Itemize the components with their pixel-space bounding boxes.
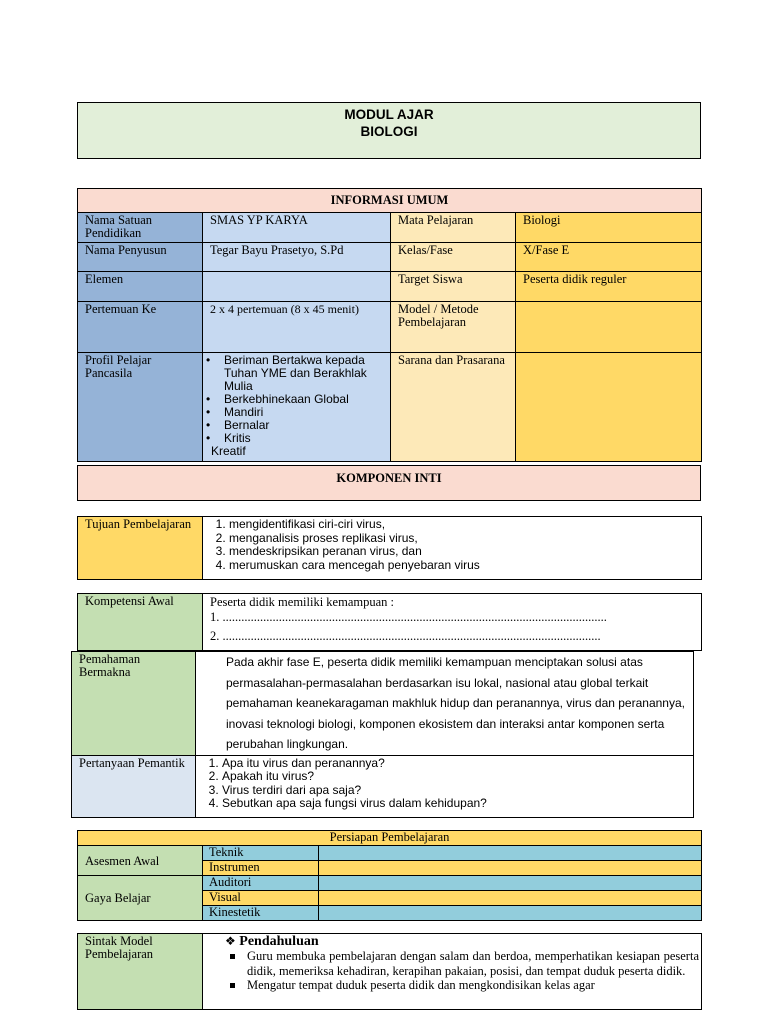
profil-item: • Berkebhinekaan Global <box>224 393 383 406</box>
label-gaya-belajar: Gaya Belajar <box>78 876 203 921</box>
label-tujuan: Tujuan Pembelajaran <box>78 517 203 580</box>
tujuan-list <box>207 518 694 572</box>
square-bullet-icon <box>230 954 235 959</box>
kompetensi-line-2: 2. ......................................................................................................................... <box>210 629 601 643</box>
tujuan-item: 4. merumuskan cara mencegah penyebaran virus <box>229 559 694 573</box>
profil-item: • Mandiri <box>224 406 383 419</box>
value-penyusun: Tegar Bayu Prasetyo, S.Pd <box>203 243 391 272</box>
title-line-2: BIOLOGI <box>360 124 418 139</box>
label-sarana: Sarana dan Prasarana <box>391 353 516 462</box>
profil-item: • Bernalar <box>224 419 383 432</box>
label-pemahaman: Pemahaman Bermakna <box>72 652 196 756</box>
label-elemen: Elemen <box>78 272 203 302</box>
sintak-item-text: Guru membuka pembelajaran dengan salam dan berdoa, memperhatikan kesiapan peserta didik, memeriksa kehadiran, kerapihan pakaian, posisi, dan tempat duduk peserta didik. <box>247 949 699 978</box>
pertanyaan-item: 4. Sebutkan apa saja fungsi virus dalam kehidupan? <box>222 797 686 811</box>
tujuan-content <box>203 517 702 580</box>
value-mapel: Biologi <box>516 213 702 243</box>
label-mapel: Mata Pelajaran <box>391 213 516 243</box>
label-profil: Profil Pelajar Pancasila <box>78 353 203 462</box>
label-asesmen: Asesmen Awal <box>78 846 203 876</box>
asesmen-instrumen: Instrumen <box>203 861 319 876</box>
profil-item: • Kritis <box>224 432 383 445</box>
persiapan-heading: Persiapan Pembelajaran <box>78 831 702 846</box>
persiapan-table <box>77 830 702 921</box>
label-penyusun: Nama Penyusun <box>78 243 203 272</box>
gaya-auditori: Auditori <box>203 876 319 891</box>
sintak-item <box>225 949 699 978</box>
gaya-visual: Visual <box>203 891 319 906</box>
value-pertemuan: 2 x 4 pertemuan (8 x 45 menit) <box>203 302 391 353</box>
asesmen-teknik-value <box>319 846 702 861</box>
value-satuan: SMAS YP KARYA <box>203 213 391 243</box>
gaya-kinestetik-value <box>319 906 702 921</box>
label-pertanyaan: Pertanyaan Pemantik <box>72 755 196 817</box>
kompetensi-intro: Peserta didik memiliki kemampuan : <box>210 595 394 609</box>
label-satuan: Nama Satuan Pendidikan <box>78 213 203 243</box>
tujuan-item: 2. menganalisis proses replikasi virus, <box>229 532 694 546</box>
value-model <box>516 302 702 353</box>
label-pertemuan: Pertemuan Ke <box>78 302 203 353</box>
pertanyaan-item: 2. Apakah itu virus? <box>222 770 686 784</box>
informasi-umum-heading: INFORMASI UMUM <box>78 189 702 213</box>
value-elemen <box>203 272 391 302</box>
section-pendahuluan: Pendahuluan <box>239 934 319 949</box>
value-kelas: X/Fase E <box>516 243 702 272</box>
kompetensi-line-1: 1. ........................................................................................................................... <box>210 610 607 624</box>
sintak-table <box>77 933 702 1010</box>
asesmen-instrumen-value <box>319 861 702 876</box>
kompetensi-table <box>77 593 702 651</box>
asesmen-teknik: Teknik <box>203 846 319 861</box>
label-kompetensi: Kompetensi Awal <box>78 594 203 651</box>
sintak-content <box>203 934 702 1010</box>
komponen-inti-heading: KOMPONEN INTI <box>77 465 701 501</box>
square-bullet-icon <box>230 983 235 988</box>
sintak-section-title <box>225 934 699 949</box>
pemahaman-table <box>71 651 694 818</box>
profil-trailing: Kreatif <box>211 444 246 458</box>
sintak-item-text: Mengatur tempat duduk peserta didik dan mengkondisikan kelas agar <box>247 978 595 992</box>
kompetensi-content <box>203 594 702 651</box>
pertanyaan-item: 3. Virus terdiri dari apa saja? <box>222 784 686 798</box>
label-model: Model / Metode Pembelajaran <box>391 302 516 353</box>
sintak-item <box>225 978 699 993</box>
tujuan-item: 1. mengidentifikasi ciri-ciri virus, <box>229 518 694 532</box>
title-line-1: MODUL AJAR <box>344 107 434 122</box>
label-sintak: Sintak Model Pembelajaran <box>78 934 203 1010</box>
gaya-auditori-value <box>319 876 702 891</box>
profil-list <box>205 354 383 445</box>
label-kelas: Kelas/Fase <box>391 243 516 272</box>
informasi-umum-table <box>77 188 702 462</box>
gaya-visual-value <box>319 891 702 906</box>
label-target: Target Siswa <box>391 272 516 302</box>
pemahaman-text: Pada akhir fase E, peserta didik memiliki kemampuan menciptakan solusi atas permasalahan-permasalahan berdasarkan isu lokal, nasional atau global terkait pemahaman keanekaragaman makhluk hidup dan peranannya, virus dan peranannya, inovasi teknologi biologi, komponen ekosistem dan interaksi antar komponen serta perubahan lingkungan. <box>196 652 694 756</box>
gaya-kinestetik: Kinestetik <box>203 906 319 921</box>
diamond-bullet-icon: ❖ <box>225 934 236 948</box>
profil-item: • Beriman Bertakwa kepada Tuhan YME dan Berakhlak Mulia <box>224 354 383 393</box>
value-target: Peserta didik reguler <box>516 272 702 302</box>
title-box <box>77 102 701 159</box>
value-profil <box>203 353 391 462</box>
tujuan-item: 3. mendeskripsikan peranan virus, dan <box>229 545 694 559</box>
value-sarana <box>516 353 702 462</box>
tujuan-table <box>77 516 702 580</box>
pertanyaan-content <box>196 755 694 817</box>
pertanyaan-list <box>200 757 686 811</box>
pertanyaan-item: 1. Apa itu virus dan peranannya? <box>222 757 686 771</box>
